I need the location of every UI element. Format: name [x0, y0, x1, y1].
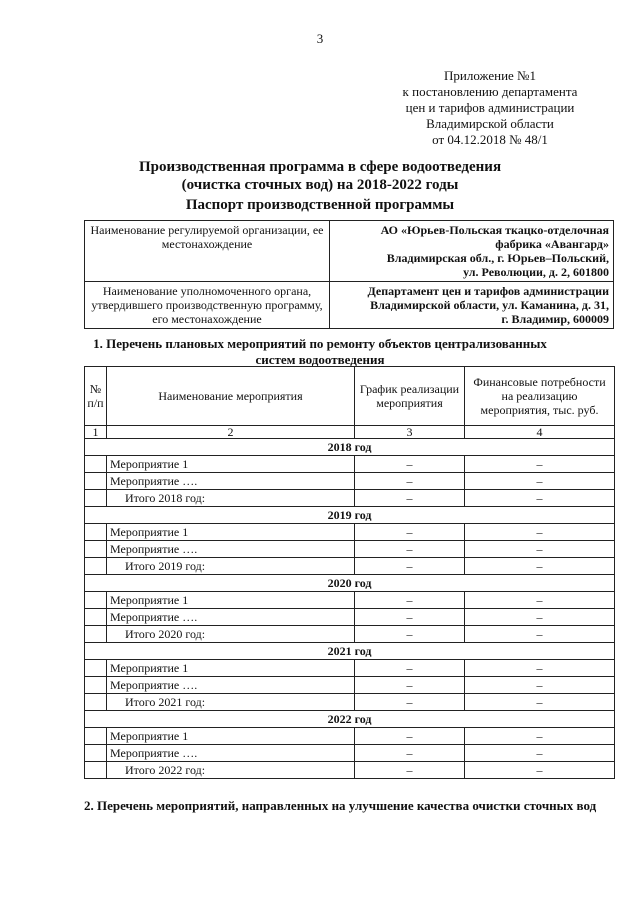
section-2-title: 2. Перечень мероприятий, направленных на улучшение качества очистки сточных вод	[84, 798, 597, 813]
header-name: Наименование мероприятия	[107, 367, 355, 426]
measure-name-cell: Мероприятие 1	[107, 660, 355, 677]
year-label: 2021 год	[85, 643, 615, 660]
row-number-cell	[85, 541, 107, 558]
column-number: 3	[355, 426, 465, 439]
finance-cell: –	[465, 677, 615, 694]
page-number: 3	[316, 31, 324, 46]
row-number-cell	[85, 609, 107, 626]
passport-value	[330, 282, 614, 329]
measure-name-cell: Мероприятие ….	[107, 541, 355, 558]
table-row	[85, 456, 615, 473]
total-row	[85, 694, 615, 711]
table-row	[85, 609, 615, 626]
year-label: 2019 год	[85, 507, 615, 524]
column-number: 4	[465, 426, 615, 439]
finance-cell: –	[465, 524, 615, 541]
passport-row-authority	[85, 282, 614, 329]
schedule-cell: –	[355, 609, 465, 626]
finance-cell: –	[465, 728, 615, 745]
finance-cell: –	[465, 762, 615, 779]
column-number: 2	[107, 426, 355, 439]
finance-cell: –	[465, 626, 615, 643]
finance-cell: –	[465, 609, 615, 626]
passport-value-line: Департамент цен и тарифов администрации	[367, 284, 609, 298]
measure-name-cell: Мероприятие 1	[107, 728, 355, 745]
total-row	[85, 558, 615, 575]
table-row	[85, 592, 615, 609]
schedule-cell: –	[355, 490, 465, 507]
table-row	[85, 541, 615, 558]
measure-name-cell: Мероприятие ….	[107, 609, 355, 626]
row-number-cell	[85, 677, 107, 694]
row-number-cell	[85, 762, 107, 779]
schedule-cell: –	[355, 745, 465, 762]
row-number-cell	[85, 490, 107, 507]
title-line: Производственная программа в сфере водоотведения	[138, 159, 502, 175]
schedule-cell: –	[355, 762, 465, 779]
finance-cell: –	[465, 490, 615, 507]
finance-cell: –	[465, 456, 615, 473]
measure-name-cell: Мероприятие ….	[107, 677, 355, 694]
passport-value-line: фабрика «Авангард»	[495, 237, 609, 251]
schedule-cell: –	[355, 694, 465, 711]
table-row	[85, 524, 615, 541]
measure-name-cell: Мероприятие 1	[107, 592, 355, 609]
measure-name-cell: Итого 2019 год:	[107, 558, 355, 575]
passport-value-line: АО «Юрьев-Польская ткацко-отделочная	[380, 223, 609, 237]
measure-name-cell: Итого 2020 год:	[107, 626, 355, 643]
schedule-cell: –	[355, 626, 465, 643]
year-label: 2020 год	[85, 575, 615, 592]
year-row	[85, 439, 615, 456]
schedule-cell: –	[355, 456, 465, 473]
row-number-cell	[85, 524, 107, 541]
row-number-cell	[85, 592, 107, 609]
schedule-cell: –	[355, 473, 465, 490]
year-label: 2022 год	[85, 711, 615, 728]
table-row	[85, 677, 615, 694]
measure-name-cell: Мероприятие 1	[107, 456, 355, 473]
column-number: 1	[85, 426, 107, 439]
passport-value-line: ул. Революции, д. 2, 601800	[463, 265, 609, 279]
finance-cell: –	[465, 694, 615, 711]
header-schedule: График реализации мероприятия	[355, 367, 465, 426]
finance-cell: –	[465, 745, 615, 762]
table-row	[85, 728, 615, 745]
appendix-line: цен и тарифов администрации	[405, 100, 575, 115]
total-row	[85, 626, 615, 643]
header-number: № п/п	[85, 367, 107, 426]
row-number-cell	[85, 728, 107, 745]
measure-name-cell: Мероприятие 1	[107, 524, 355, 541]
schedule-cell: –	[355, 541, 465, 558]
passport-label: Наименование регулируемой организации, ее местонахождение	[85, 221, 330, 282]
measure-name-cell: Мероприятие ….	[107, 745, 355, 762]
appendix-line: к постановлению департамента	[402, 84, 578, 99]
finance-cell: –	[465, 558, 615, 575]
year-row	[85, 643, 615, 660]
year-row	[85, 711, 615, 728]
year-row	[85, 507, 615, 524]
section-1-title	[0, 336, 640, 368]
column-number-row	[85, 426, 615, 439]
appendix-line: Владимирской области	[426, 116, 554, 131]
measure-name-cell: Итого 2018 год:	[107, 490, 355, 507]
passport-value-line: Владимирской области, ул. Каманина, д. 31,	[370, 298, 609, 312]
schedule-cell: –	[355, 592, 465, 609]
section-title-line: 1. Перечень плановых мероприятий по ремонту объектов централизованных	[93, 336, 547, 351]
finance-cell: –	[465, 660, 615, 677]
section-title-line: систем водоотведения	[255, 352, 385, 367]
table-row	[85, 745, 615, 762]
finance-cell: –	[465, 592, 615, 609]
passport-value-line: г. Владимир, 600009	[501, 312, 609, 326]
schedule-cell: –	[355, 558, 465, 575]
table-row	[85, 473, 615, 490]
finance-cell: –	[465, 473, 615, 490]
schedule-cell: –	[355, 728, 465, 745]
table-row	[85, 660, 615, 677]
schedule-cell: –	[355, 660, 465, 677]
schedule-cell: –	[355, 524, 465, 541]
total-row	[85, 490, 615, 507]
appendix-line: Приложение №1	[444, 68, 536, 83]
document-title	[0, 158, 640, 194]
passport-table	[84, 220, 614, 329]
total-row	[85, 762, 615, 779]
title-line: (очистка сточных вод) на 2018-2022 годы	[181, 177, 459, 193]
row-number-cell	[85, 626, 107, 643]
schedule-cell: –	[355, 677, 465, 694]
row-number-cell	[85, 660, 107, 677]
passport-title: Паспорт производственной программы	[185, 197, 455, 213]
row-number-cell	[85, 694, 107, 711]
measures-table	[84, 366, 615, 779]
passport-row-organization	[85, 221, 614, 282]
passport-value-line: Владимирская обл., г. Юрьев–Польский,	[386, 251, 609, 265]
measure-name-cell: Итого 2022 год:	[107, 762, 355, 779]
measure-name-cell: Мероприятие ….	[107, 473, 355, 490]
row-number-cell	[85, 745, 107, 762]
row-number-cell	[85, 558, 107, 575]
appendix-block	[370, 68, 610, 148]
year-row	[85, 575, 615, 592]
measure-name-cell: Итого 2021 год:	[107, 694, 355, 711]
passport-label: Наименование уполномоченного органа, утвердившего производственную программу, его местонахождение	[85, 282, 330, 329]
finance-cell: –	[465, 541, 615, 558]
table-header-row	[85, 367, 615, 426]
passport-value	[330, 221, 614, 282]
appendix-line: от 04.12.2018 № 48/1	[432, 132, 548, 147]
row-number-cell	[85, 456, 107, 473]
year-label: 2018 год	[85, 439, 615, 456]
header-finance: Финансовые потребности на реализацию мероприятия, тыс. руб.	[465, 367, 615, 426]
row-number-cell	[85, 473, 107, 490]
